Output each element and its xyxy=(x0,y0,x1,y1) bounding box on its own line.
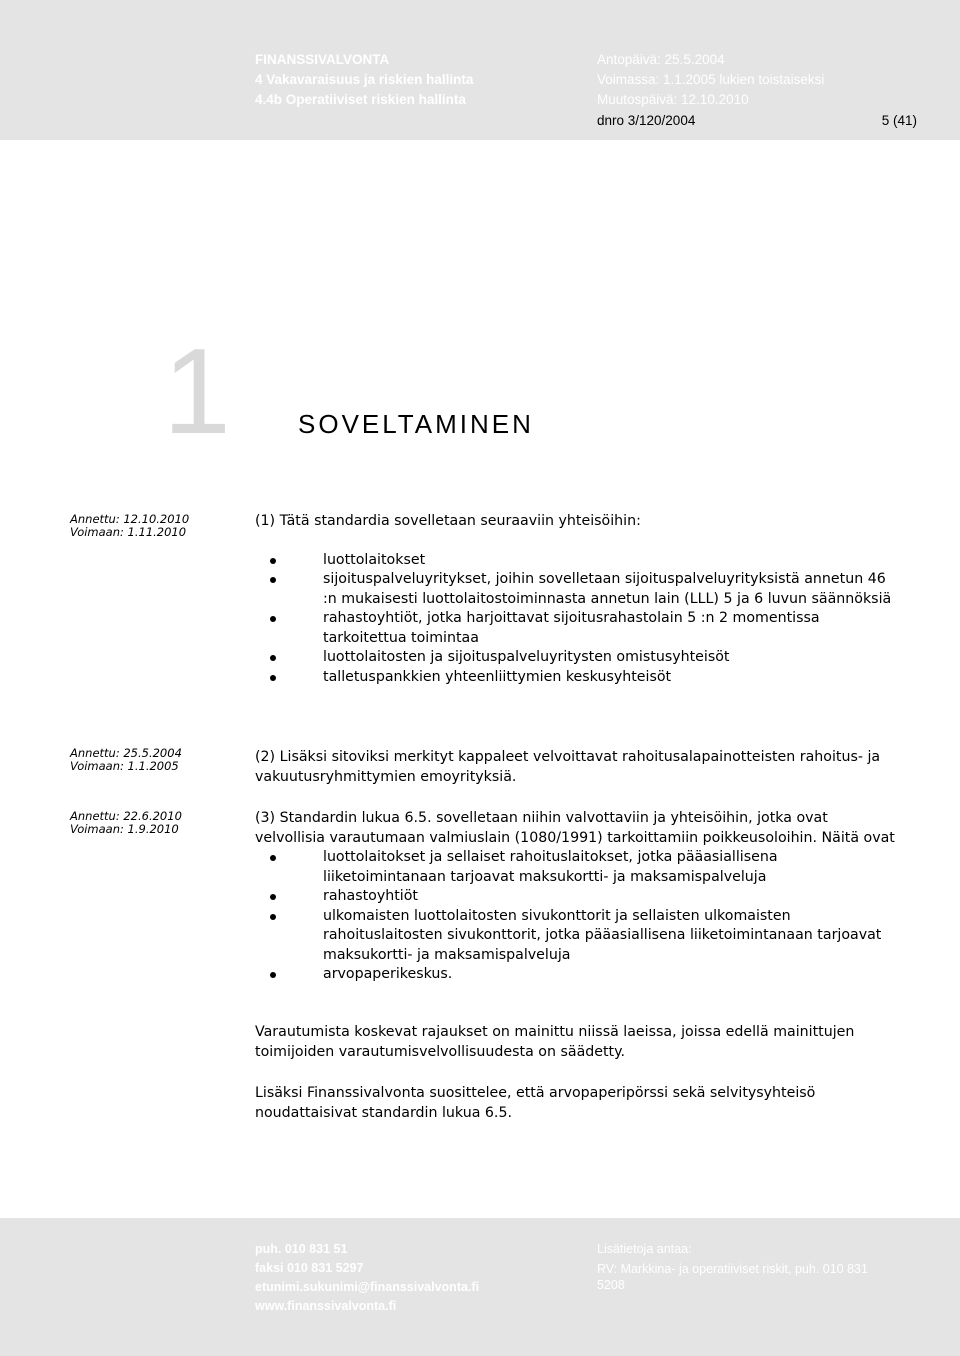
page-header xyxy=(0,0,960,140)
paragraph-5: Lisäksi Finanssivalvonta suosittelee, että arvopaperipörssi sekä selvitysyhteisö noudattaisivat standardin lukua 6.5. xyxy=(255,1085,816,1121)
info-contact: RV: Markkina- ja operatiiviset riskit, puh. 010 831 5208 xyxy=(597,1262,868,1292)
paragraph-3-block xyxy=(255,809,895,985)
margin-note-2 xyxy=(70,747,182,773)
modified-date: Muutospäivä: 12.10.2010 xyxy=(597,92,749,107)
margin-note-in-force: Voimaan: 1.9.2010 xyxy=(70,822,179,836)
page-footer xyxy=(0,1218,960,1356)
subsection-title: 4.4b Operatiiviset riskien hallinta xyxy=(255,92,466,107)
applicability-list xyxy=(255,551,895,688)
margin-note-1 xyxy=(70,513,189,539)
section-title: 4 Vakavaraisuus ja riskien hallinta xyxy=(255,72,474,87)
dnro: dnro 3/120/2004 xyxy=(597,113,696,128)
page-number: 5 (41) xyxy=(881,113,917,128)
list-item: talletuspankkien yhteenliittymien keskusyhteisöt xyxy=(255,668,895,688)
given-date: Antopäivä: 25.5.2004 xyxy=(597,52,725,67)
email-link[interactable]: etunimi.sukunimi@finanssivalvonta.fi xyxy=(255,1280,480,1294)
fax: faksi 010 831 5297 xyxy=(255,1261,364,1275)
list-item: rahastoyhtiöt, jotka harjoittavat sijoitusrahastolain 5 :n 2 momentissa tarkoitettua toimintaa xyxy=(255,609,895,648)
phone: puh. 010 831 51 xyxy=(255,1242,348,1256)
margin-note-given: Annettu: 22.6.2010 xyxy=(70,809,182,823)
list-item: arvopaperikeskus. xyxy=(255,965,895,985)
list-item: luottolaitosten ja sijoituspalveluyritysten omistusyhteisöt xyxy=(255,648,895,668)
paragraph-3: (3) Standardin lukua 6.5. sovelletaan niihin valvottaviin ja yhteisöihin, jotka ovat velvollisia varautumaan valmiuslain (1080/1991) tarkoittamiin poikkeusoloihin. Näitä ovat xyxy=(255,810,895,846)
org-name: FINANSSIVALVONTA xyxy=(255,52,390,67)
header-left xyxy=(255,50,473,110)
margin-note-given: Annettu: 12.10.2010 xyxy=(70,512,190,526)
paragraph-5-block xyxy=(255,1084,895,1123)
website-link[interactable]: www.finanssivalvonta.fi xyxy=(255,1299,397,1313)
paragraph-4: Varautumista koskevat rajaukset on mainittu niissä laeissa, joissa edellä mainittujen toimijoiden varautumisvelvollisuudesta on säädetty. xyxy=(255,1024,855,1060)
list-item: ulkomaisten luottolaitosten sivukonttorit ja sellaisten ulkomaisten rahoituslaitosten sivukonttorit, jotka pääasiallisena liiketoimintanaan tarjoavat maksukortti- ja maksamispalveluja xyxy=(255,907,895,966)
in-force-date: Voimassa: 1.1.2005 lukien toistaiseksi xyxy=(597,72,825,87)
chapter-number: 1 xyxy=(163,323,231,459)
preparedness-list xyxy=(255,848,895,985)
paragraph-4-block xyxy=(255,1023,895,1062)
paragraph-1: (1) Tätä standardia sovelletaan seuraaviin yhteisöihin: xyxy=(255,513,641,529)
paragraph-1-block xyxy=(255,512,895,687)
contact-info xyxy=(255,1240,479,1316)
more-info xyxy=(597,1240,897,1293)
list-item: rahastoyhtiöt xyxy=(255,887,895,907)
list-item: luottolaitokset ja sellaiset rahoituslaitokset, jotka pääasiallisena liiketoimintanaan tarjoavat maksukortti- ja maksamispalveluja xyxy=(255,848,895,887)
margin-note-3 xyxy=(70,810,182,836)
header-right xyxy=(597,50,917,131)
list-item: sijoituspalveluyritykset, joihin sovelletaan sijoituspalveluyrityksistä annetun 46 :n mukaisesti luottolaitostoiminnasta annetun lain (LLL) 5 ja 6 luvun säännöksiä xyxy=(255,570,895,609)
paragraph-2: (2) Lisäksi sitoviksi merkityt kappaleet velvoittavat rahoitusalapainotteisten rahoitus- ja vakuutusryhmittymien emoyrityksiä. xyxy=(255,749,881,785)
dnro-line xyxy=(597,111,917,131)
list-item: luottolaitokset xyxy=(255,551,895,571)
paragraph-2-block xyxy=(255,748,895,787)
margin-note-in-force: Voimaan: 1.1.2005 xyxy=(70,759,179,773)
chapter-title: SOVELTAMINEN xyxy=(298,409,534,439)
info-label: Lisätietoja antaa: xyxy=(597,1242,692,1256)
margin-note-in-force: Voimaan: 1.11.2010 xyxy=(70,525,187,539)
margin-note-given: Annettu: 25.5.2004 xyxy=(70,746,182,760)
